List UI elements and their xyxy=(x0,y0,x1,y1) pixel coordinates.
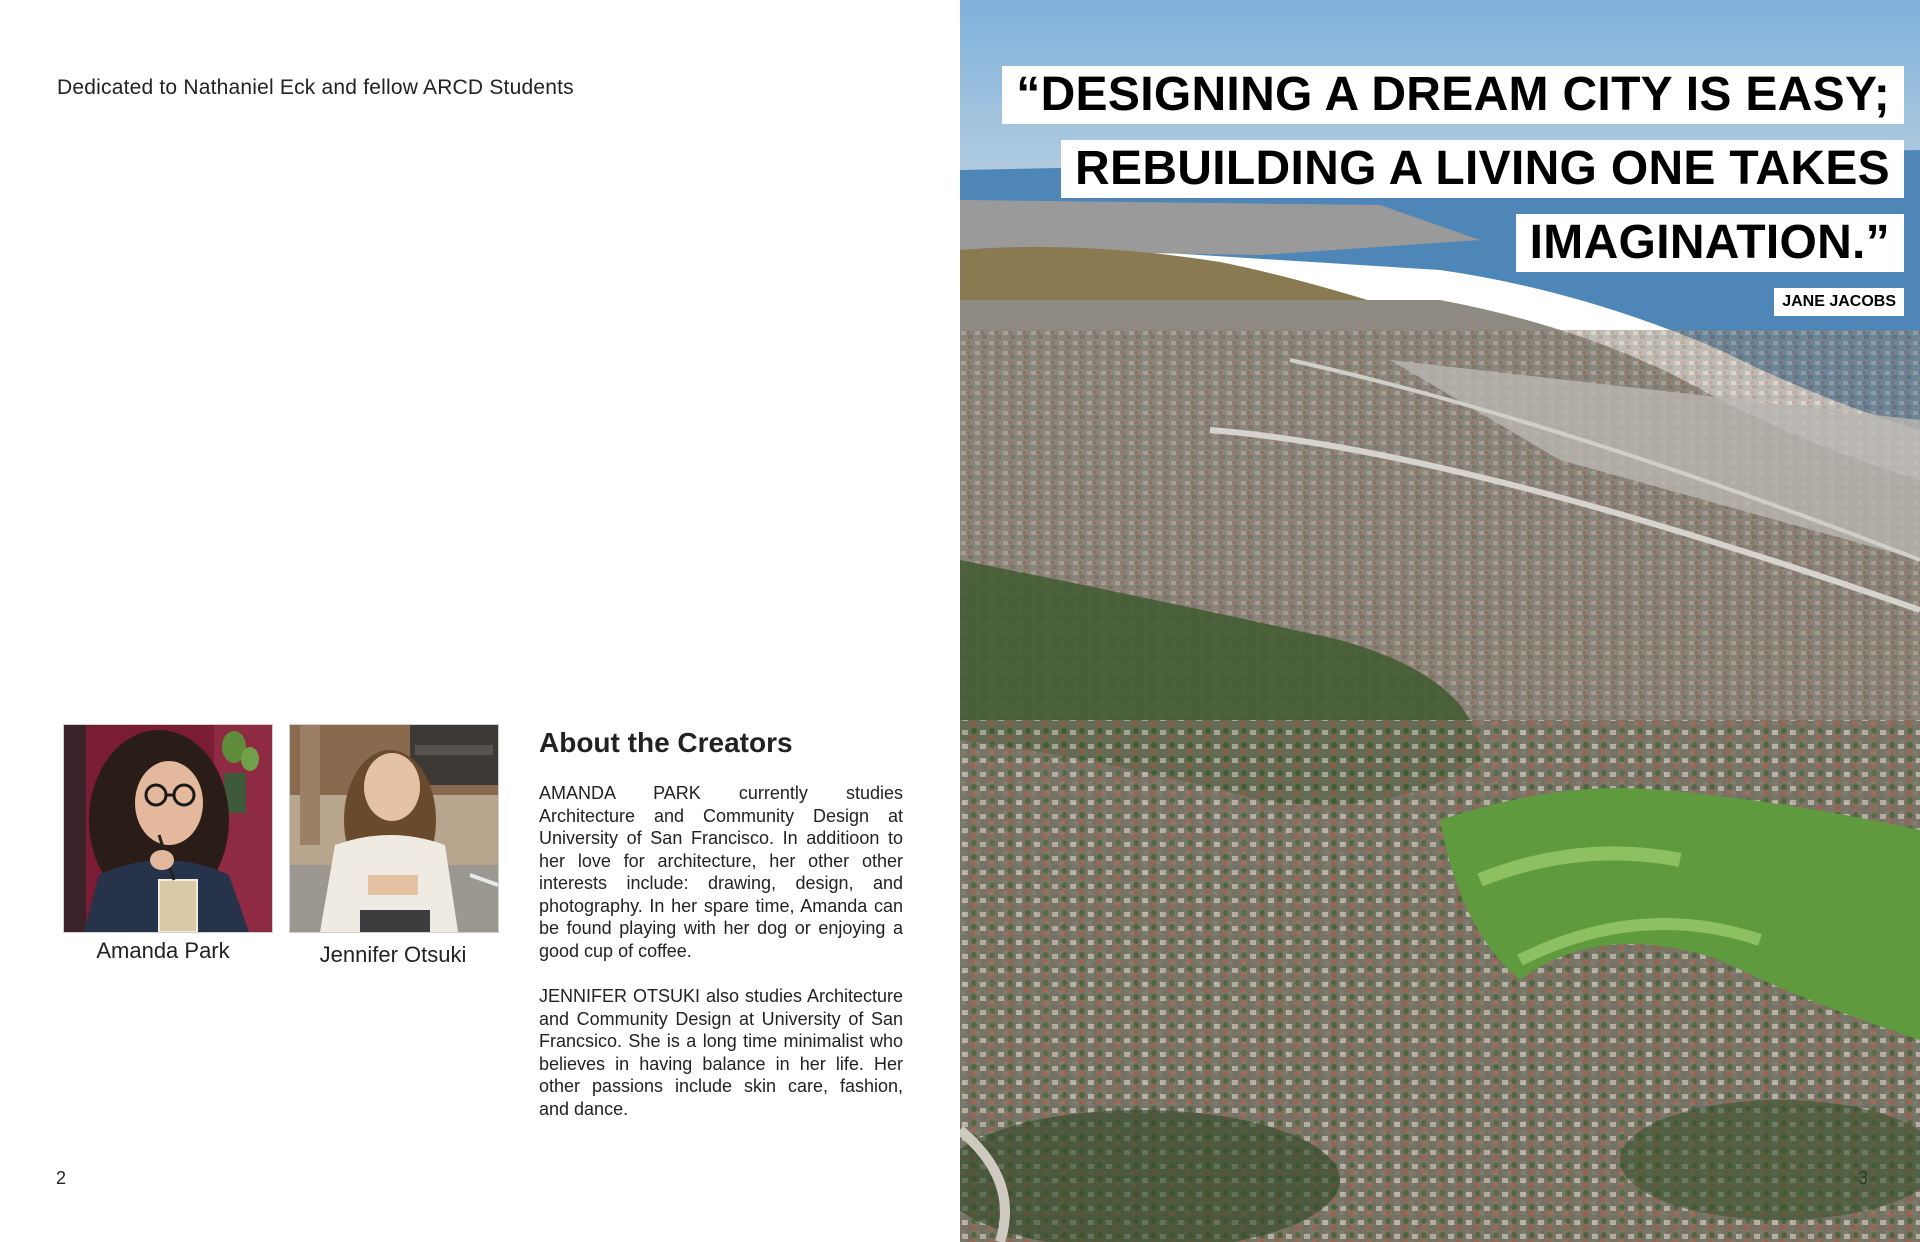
quote-line-3: IMAGINATION.” xyxy=(1516,214,1904,272)
quote-line-2: REBUILDING A LIVING ONE TAKES xyxy=(1061,140,1904,198)
page-number-left: 2 xyxy=(56,1168,67,1188)
quote-attribution: JANE JACOBS xyxy=(1774,288,1904,316)
jennifer-otsuki-caption: Jennifer Otsuki xyxy=(319,942,467,967)
jennifer-otsuki-bio: JENNIFER OTSUKI also studies Architecture and Community Design at University of San Francsico. She is a long time minimalist who believes in having balance in her life. Her other passions include skin care, fashion, and dance. xyxy=(539,986,903,1119)
quote-line-1: “DESIGNING A DREAM CITY IS EASY; xyxy=(1002,66,1904,124)
amanda-park-photo xyxy=(63,724,273,933)
dedication-text: Dedicated to Nathaniel Eck and fellow ARCD Students xyxy=(57,76,574,99)
jennifer-otsuki-photo xyxy=(289,724,499,933)
page-number-right: 3 xyxy=(1857,1168,1868,1188)
amanda-park-caption: Amanda Park xyxy=(96,938,230,963)
right-page xyxy=(960,0,1920,1242)
about-creators-heading: About the Creators xyxy=(539,727,793,758)
amanda-park-bio: AMANDA PARK currently studies Architecture and Community Design at University of San Francisco. In additioon to her love for architecture, her other other interests include: drawing, design, and photography. In her spare time, Amanda can be found playing with her dog or enjoying a good cup of coffee. xyxy=(539,783,903,961)
